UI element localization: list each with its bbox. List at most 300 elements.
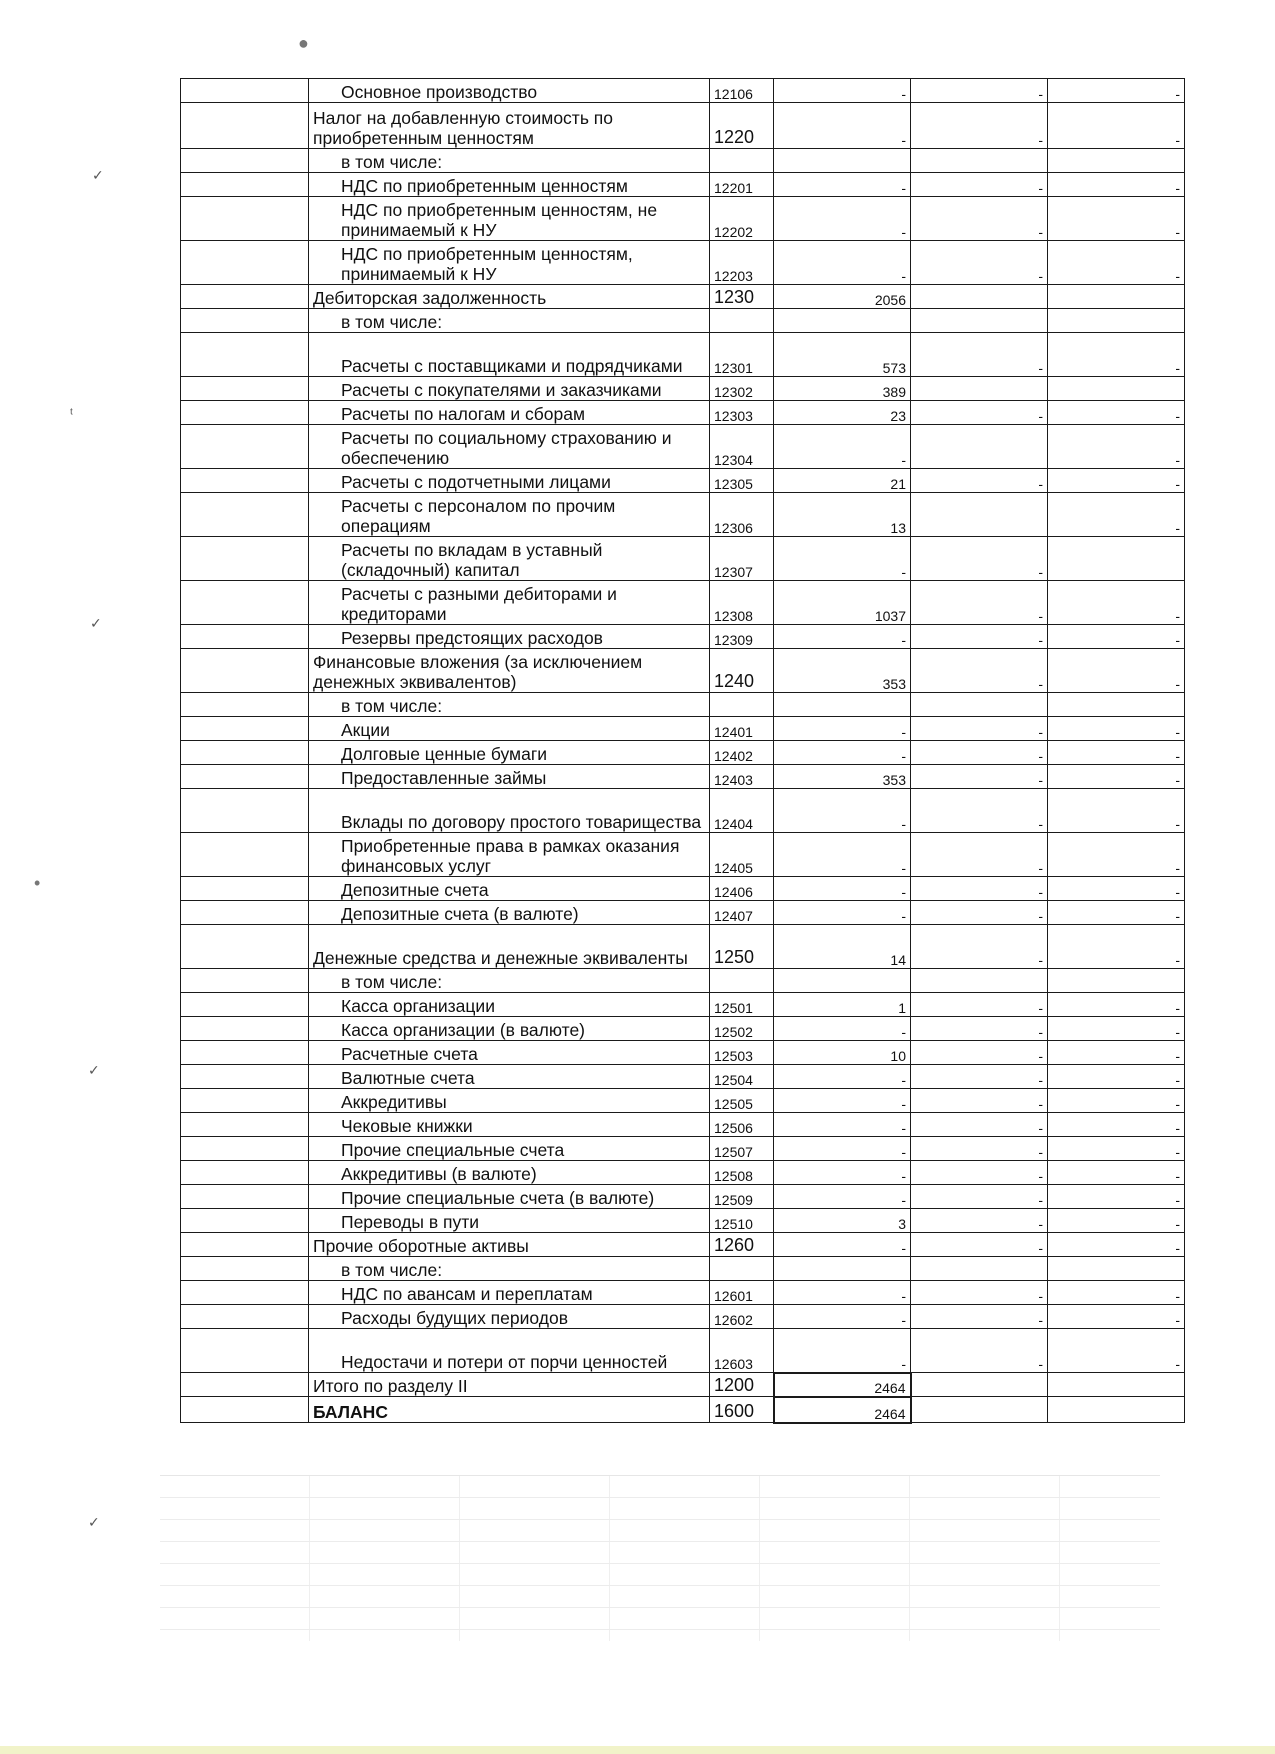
value-cell-v2 xyxy=(911,1397,1048,1423)
value-cell-v1: - xyxy=(774,1281,911,1305)
row-name-cell: Вклады по договору простого товарищества xyxy=(309,789,710,833)
value-cell-v3: - xyxy=(1048,1209,1185,1233)
row-name-cell: Расчеты с поставщиками и подрядчиками xyxy=(309,333,710,377)
value-cell-v3 xyxy=(1048,537,1185,581)
value-cell-v1 xyxy=(774,1257,911,1281)
row-code-cell: 12405 xyxy=(710,833,774,877)
value-cell-v2: - xyxy=(911,1281,1048,1305)
value-cell-v2 xyxy=(911,969,1048,993)
row-code-cell xyxy=(710,309,774,333)
row-code-cell: 12303 xyxy=(710,401,774,425)
table-row xyxy=(181,173,1185,197)
value-cell-v3: - xyxy=(1048,241,1185,285)
row-code-cell: 12502 xyxy=(710,1017,774,1041)
row-code-cell xyxy=(710,969,774,993)
table-row xyxy=(181,969,1185,993)
value-cell-v1: - xyxy=(774,625,911,649)
value-cell-v2: - xyxy=(911,789,1048,833)
value-cell-v1: - xyxy=(774,197,911,241)
blank-cell xyxy=(181,425,309,469)
row-name-cell: Резервы предстоящих расходов xyxy=(309,625,710,649)
value-cell-v1: 21 xyxy=(774,469,911,493)
table-row xyxy=(181,581,1185,625)
blank-cell xyxy=(181,741,309,765)
blank-cell xyxy=(181,333,309,377)
row-name-cell: Основное производство xyxy=(309,79,710,103)
row-code-cell: 12307 xyxy=(710,537,774,581)
row-code-cell: 12406 xyxy=(710,877,774,901)
row-code-cell: 12510 xyxy=(710,1209,774,1233)
value-cell-v3: - xyxy=(1048,1065,1185,1089)
value-cell-v1: - xyxy=(774,425,911,469)
value-cell-v3: - xyxy=(1048,717,1185,741)
row-name-cell: Аккредитивы (в валюте) xyxy=(309,1161,710,1185)
value-cell-v3: - xyxy=(1048,925,1185,969)
value-cell-v2: - xyxy=(911,1089,1048,1113)
row-name-cell: Расчеты по налогам и сборам xyxy=(309,401,710,425)
row-code-cell: 1240 xyxy=(710,649,774,693)
value-cell-v2 xyxy=(911,309,1048,333)
blank-cell xyxy=(181,765,309,789)
row-name-cell: в том числе: xyxy=(309,309,710,333)
value-cell-v2: - xyxy=(911,197,1048,241)
blank-cell xyxy=(181,1397,309,1423)
blank-cell xyxy=(181,285,309,309)
row-code-cell: 12302 xyxy=(710,377,774,401)
value-cell-v3: - xyxy=(1048,765,1185,789)
blank-cell xyxy=(181,901,309,925)
blank-cell xyxy=(181,693,309,717)
row-code-cell: 12401 xyxy=(710,717,774,741)
value-cell-v2: - xyxy=(911,717,1048,741)
blank-cell xyxy=(181,993,309,1017)
value-cell-v2: - xyxy=(911,1017,1048,1041)
blank-cell xyxy=(181,625,309,649)
row-name-cell: Расчетные счета xyxy=(309,1041,710,1065)
blank-cell xyxy=(181,1185,309,1209)
row-code-cell: 12304 xyxy=(710,425,774,469)
row-name-cell: Расчеты по вкладам в уставный (складочный) капитал xyxy=(309,537,710,581)
value-cell-v1: 13 xyxy=(774,493,911,537)
value-cell-v1: - xyxy=(774,241,911,285)
value-cell-v1: - xyxy=(774,741,911,765)
table-row xyxy=(181,401,1185,425)
blank-cell xyxy=(181,581,309,625)
value-cell-v1: - xyxy=(774,79,911,103)
value-cell-v1: 353 xyxy=(774,765,911,789)
row-name-cell: Расходы будущих периодов xyxy=(309,1305,710,1329)
row-code-cell xyxy=(710,1257,774,1281)
row-name-cell: Денежные средства и денежные эквиваленты xyxy=(309,925,710,969)
value-cell-v3: - xyxy=(1048,197,1185,241)
value-cell-v1: - xyxy=(774,1017,911,1041)
row-name-cell: НДС по приобретенным ценностям, не принимаемый к НУ xyxy=(309,197,710,241)
row-code-cell: 12509 xyxy=(710,1185,774,1209)
value-cell-v3: - xyxy=(1048,1233,1185,1257)
blank-cell xyxy=(181,493,309,537)
blank-cell xyxy=(181,103,309,149)
value-cell-v2: - xyxy=(911,1209,1048,1233)
table-row xyxy=(181,1161,1185,1185)
blank-cell xyxy=(181,1233,309,1257)
value-cell-v1: - xyxy=(774,1185,911,1209)
row-code-cell: 12407 xyxy=(710,901,774,925)
value-cell-v1: - xyxy=(774,717,911,741)
table-row xyxy=(181,1281,1185,1305)
value-cell-v3: - xyxy=(1048,741,1185,765)
balance-rows xyxy=(181,79,1185,1423)
value-cell-v3: - xyxy=(1048,425,1185,469)
row-code-cell: 12603 xyxy=(710,1329,774,1373)
value-cell-v1: - xyxy=(774,537,911,581)
row-name-cell: Депозитные счета xyxy=(309,877,710,901)
value-cell-v3 xyxy=(1048,309,1185,333)
value-cell-v3: - xyxy=(1048,79,1185,103)
row-name-cell: Налог на добавленную стоимость по приобретенным ценностям xyxy=(309,103,710,149)
blank-cell xyxy=(181,309,309,333)
table-row xyxy=(181,765,1185,789)
table-row xyxy=(181,1041,1185,1065)
blank-cell xyxy=(181,1161,309,1185)
value-cell-v3: - xyxy=(1048,173,1185,197)
row-name-cell: Чековые книжки xyxy=(309,1113,710,1137)
value-cell-v3: - xyxy=(1048,901,1185,925)
row-name-cell: Недостачи и потери от порчи ценностей xyxy=(309,1329,710,1373)
value-cell-v3 xyxy=(1048,377,1185,401)
row-name-cell: Приобретенные права в рамках оказания финансовых услуг xyxy=(309,833,710,877)
row-code-cell: 12503 xyxy=(710,1041,774,1065)
table-row xyxy=(181,1065,1185,1089)
row-code-cell: 12505 xyxy=(710,1089,774,1113)
value-cell-v2 xyxy=(911,149,1048,173)
row-name-cell: НДС по приобретенным ценностям, принимаемый к НУ xyxy=(309,241,710,285)
scan-bottom-edge xyxy=(0,1746,1275,1754)
row-code-cell: 12506 xyxy=(710,1113,774,1137)
value-cell-v2: - xyxy=(911,1065,1048,1089)
row-code-cell: 12501 xyxy=(710,993,774,1017)
value-cell-v2: - xyxy=(911,173,1048,197)
value-cell-v1: - xyxy=(774,833,911,877)
value-cell-v3: - xyxy=(1048,1185,1185,1209)
value-cell-v3: - xyxy=(1048,1017,1185,1041)
table-row xyxy=(181,1209,1185,1233)
value-cell-v1: - xyxy=(774,1161,911,1185)
value-cell-v1: - xyxy=(774,1065,911,1089)
blank-cell xyxy=(181,149,309,173)
value-cell-v2: - xyxy=(911,581,1048,625)
row-code-cell: 12508 xyxy=(710,1161,774,1185)
row-name-cell: Переводы в пути xyxy=(309,1209,710,1233)
blank-cell xyxy=(181,649,309,693)
table-row xyxy=(181,377,1185,401)
value-cell-v3: - xyxy=(1048,1305,1185,1329)
table-row xyxy=(181,1113,1185,1137)
blank-cell xyxy=(181,877,309,901)
value-cell-v1: - xyxy=(774,1137,911,1161)
row-name-cell: Дебиторская задолженность xyxy=(309,285,710,309)
value-cell-v2: - xyxy=(911,333,1048,377)
value-cell-v1: - xyxy=(774,1305,911,1329)
value-cell-v3 xyxy=(1048,285,1185,309)
row-code-cell: 12306 xyxy=(710,493,774,537)
blank-cell xyxy=(181,1305,309,1329)
value-cell-v1: 2056 xyxy=(774,285,911,309)
row-code-cell xyxy=(710,693,774,717)
blank-cell xyxy=(181,1281,309,1305)
blank-cell xyxy=(181,1065,309,1089)
table-row xyxy=(181,833,1185,877)
table-row xyxy=(181,625,1185,649)
table-row xyxy=(181,877,1185,901)
blank-cell xyxy=(181,1257,309,1281)
blank-cell xyxy=(181,1137,309,1161)
table-row xyxy=(181,993,1185,1017)
blank-cell xyxy=(181,173,309,197)
blank-cell xyxy=(181,1113,309,1137)
value-cell-v3: - xyxy=(1048,789,1185,833)
table-row xyxy=(181,309,1185,333)
scan-mark: ✓ xyxy=(92,167,104,183)
value-cell-v1: 3 xyxy=(774,1209,911,1233)
value-cell-v3 xyxy=(1048,693,1185,717)
table-row xyxy=(181,1257,1185,1281)
value-cell-v3 xyxy=(1048,1373,1185,1397)
table-row xyxy=(181,925,1185,969)
table-row xyxy=(181,741,1185,765)
table-row xyxy=(181,241,1185,285)
value-cell-v1: - xyxy=(774,1329,911,1373)
value-cell-v2: - xyxy=(911,625,1048,649)
table-row xyxy=(181,789,1185,833)
row-code-cell: 12203 xyxy=(710,241,774,285)
row-code-cell: 12309 xyxy=(710,625,774,649)
row-code-cell: 12404 xyxy=(710,789,774,833)
row-name-cell: Расчеты с персоналом по прочим операциям xyxy=(309,493,710,537)
table-row xyxy=(181,79,1185,103)
value-cell-v2: - xyxy=(911,1305,1048,1329)
value-cell-v2: - xyxy=(911,877,1048,901)
value-cell-v2: - xyxy=(911,1161,1048,1185)
row-name-cell: в том числе: xyxy=(309,969,710,993)
blank-cell xyxy=(181,1089,309,1113)
value-cell-v1: 14 xyxy=(774,925,911,969)
row-name-cell: Прочие оборотные активы xyxy=(309,1233,710,1257)
value-cell-v3: - xyxy=(1048,833,1185,877)
value-cell-v1: 389 xyxy=(774,377,911,401)
value-cell-v2: - xyxy=(911,1113,1048,1137)
value-cell-v1: 23 xyxy=(774,401,911,425)
row-code-cell: 1260 xyxy=(710,1233,774,1257)
row-code-cell: 12504 xyxy=(710,1065,774,1089)
value-cell-v3: - xyxy=(1048,649,1185,693)
blank-cell xyxy=(181,377,309,401)
row-code-cell: 12201 xyxy=(710,173,774,197)
value-cell-v2: - xyxy=(911,79,1048,103)
table-row xyxy=(181,693,1185,717)
value-cell-v1: - xyxy=(774,173,911,197)
value-cell-v2: - xyxy=(911,833,1048,877)
value-cell-v1: 1 xyxy=(774,993,911,1017)
table-row xyxy=(181,1329,1185,1373)
table-row xyxy=(181,333,1185,377)
row-name-cell: БАЛАНС xyxy=(309,1397,710,1423)
value-cell-v3: - xyxy=(1048,493,1185,537)
value-cell-v1: - xyxy=(774,789,911,833)
value-cell-v2 xyxy=(911,1373,1048,1397)
value-cell-v3: - xyxy=(1048,1161,1185,1185)
row-name-cell: Расчеты с покупателями и заказчиками xyxy=(309,377,710,401)
value-cell-v3: - xyxy=(1048,581,1185,625)
value-cell-v2 xyxy=(911,493,1048,537)
value-cell-v3: - xyxy=(1048,625,1185,649)
value-cell-v3: - xyxy=(1048,1041,1185,1065)
blank-cell xyxy=(181,1017,309,1041)
value-cell-v3: - xyxy=(1048,469,1185,493)
scan-speck: • xyxy=(34,873,41,893)
table-row xyxy=(181,493,1185,537)
value-cell-v2 xyxy=(911,285,1048,309)
row-name-cell: Расчеты с разными дебиторами и кредиторами xyxy=(309,581,710,625)
value-cell-v2 xyxy=(911,1257,1048,1281)
value-cell-v2: - xyxy=(911,741,1048,765)
value-cell-v3 xyxy=(1048,1257,1185,1281)
scan-speck: ● xyxy=(298,33,309,53)
blank-cell xyxy=(181,789,309,833)
value-cell-v3 xyxy=(1048,1397,1185,1423)
row-code-cell: 1600 xyxy=(710,1397,774,1423)
scan-mark: ✓ xyxy=(90,615,102,631)
value-cell-v1: - xyxy=(774,1113,911,1137)
value-cell-v2: - xyxy=(911,925,1048,969)
table-row xyxy=(181,1017,1185,1041)
faint-show-through-grid xyxy=(160,1475,1160,1641)
value-cell-v2 xyxy=(911,377,1048,401)
value-cell-v1: - xyxy=(774,103,911,149)
table-row xyxy=(181,1137,1185,1161)
blank-cell xyxy=(181,1373,309,1397)
table-row xyxy=(181,1089,1185,1113)
value-cell-v2: - xyxy=(911,1233,1048,1257)
table-row xyxy=(181,1185,1185,1209)
table-row xyxy=(181,1233,1185,1257)
value-cell-v2: - xyxy=(911,1185,1048,1209)
row-code-cell: 12507 xyxy=(710,1137,774,1161)
table-row xyxy=(181,717,1185,741)
row-code-cell: 1250 xyxy=(710,925,774,969)
value-cell-v3 xyxy=(1048,149,1185,173)
value-cell-v2: - xyxy=(911,1329,1048,1373)
blank-cell xyxy=(181,197,309,241)
value-cell-v2: - xyxy=(911,401,1048,425)
scan-mark: ✓ xyxy=(88,1062,100,1078)
row-name-cell: в том числе: xyxy=(309,1257,710,1281)
row-code-cell: 12403 xyxy=(710,765,774,789)
value-cell-v3: - xyxy=(1048,1089,1185,1113)
value-cell-v1: - xyxy=(774,877,911,901)
row-code-cell: 12308 xyxy=(710,581,774,625)
value-cell-v2: - xyxy=(911,649,1048,693)
row-name-cell: Акции xyxy=(309,717,710,741)
value-cell-v3: - xyxy=(1048,401,1185,425)
balance-sheet-table xyxy=(180,78,1185,1424)
table-row xyxy=(181,537,1185,581)
row-name-cell: Прочие специальные счета xyxy=(309,1137,710,1161)
value-cell-v3: - xyxy=(1048,103,1185,149)
value-cell-v1: 10 xyxy=(774,1041,911,1065)
blank-cell xyxy=(181,401,309,425)
value-cell-v1: 573 xyxy=(774,333,911,377)
row-name-cell: Итого по разделу II xyxy=(309,1373,710,1397)
value-cell-v2: - xyxy=(911,469,1048,493)
table-row xyxy=(181,469,1185,493)
value-cell-v1 xyxy=(774,309,911,333)
table-row xyxy=(181,425,1185,469)
blank-cell xyxy=(181,79,309,103)
row-name-cell: НДС по авансам и переплатам xyxy=(309,1281,710,1305)
value-cell-v1 xyxy=(774,969,911,993)
table-row xyxy=(181,149,1185,173)
blank-cell xyxy=(181,1329,309,1373)
table-row xyxy=(181,1397,1185,1423)
table-row xyxy=(181,901,1185,925)
value-cell-v2: - xyxy=(911,537,1048,581)
value-cell-v2: - xyxy=(911,241,1048,285)
table-row xyxy=(181,1305,1185,1329)
row-name-cell: Прочие специальные счета (в валюте) xyxy=(309,1185,710,1209)
blank-cell xyxy=(181,1041,309,1065)
row-code-cell: 12402 xyxy=(710,741,774,765)
row-name-cell: Аккредитивы xyxy=(309,1089,710,1113)
row-name-cell: в том числе: xyxy=(309,693,710,717)
value-cell-v1: - xyxy=(774,1233,911,1257)
blank-cell xyxy=(181,833,309,877)
blank-cell xyxy=(181,925,309,969)
row-name-cell: Валютные счета xyxy=(309,1065,710,1089)
value-cell-v3: - xyxy=(1048,993,1185,1017)
row-code-cell: 12106 xyxy=(710,79,774,103)
value-cell-v3: - xyxy=(1048,877,1185,901)
table-row xyxy=(181,1373,1185,1397)
value-cell-v2: - xyxy=(911,103,1048,149)
value-cell-v3: - xyxy=(1048,333,1185,377)
blank-cell xyxy=(181,1209,309,1233)
value-cell-v3: - xyxy=(1048,1281,1185,1305)
value-cell-v1: 2464 xyxy=(774,1373,911,1397)
row-name-cell: Расчеты по социальному страхованию и обеспечению xyxy=(309,425,710,469)
row-name-cell: Депозитные счета (в валюте) xyxy=(309,901,710,925)
value-cell-v2: - xyxy=(911,1041,1048,1065)
scan-mark: ✓ xyxy=(88,1514,100,1530)
value-cell-v2: - xyxy=(911,765,1048,789)
row-code-cell: 12301 xyxy=(710,333,774,377)
table-row xyxy=(181,649,1185,693)
blank-cell xyxy=(181,469,309,493)
row-name-cell: Касса организации (в валюте) xyxy=(309,1017,710,1041)
row-name-cell: Предоставленные займы xyxy=(309,765,710,789)
value-cell-v3 xyxy=(1048,969,1185,993)
row-code-cell: 12305 xyxy=(710,469,774,493)
row-code-cell: 12602 xyxy=(710,1305,774,1329)
value-cell-v3: - xyxy=(1048,1137,1185,1161)
table-row xyxy=(181,285,1185,309)
row-code-cell: 1200 xyxy=(710,1373,774,1397)
row-code-cell: 12202 xyxy=(710,197,774,241)
row-name-cell: Финансовые вложения (за исключением денежных эквивалентов) xyxy=(309,649,710,693)
table-row xyxy=(181,197,1185,241)
value-cell-v1: 353 xyxy=(774,649,911,693)
blank-cell xyxy=(181,969,309,993)
blank-cell xyxy=(181,537,309,581)
